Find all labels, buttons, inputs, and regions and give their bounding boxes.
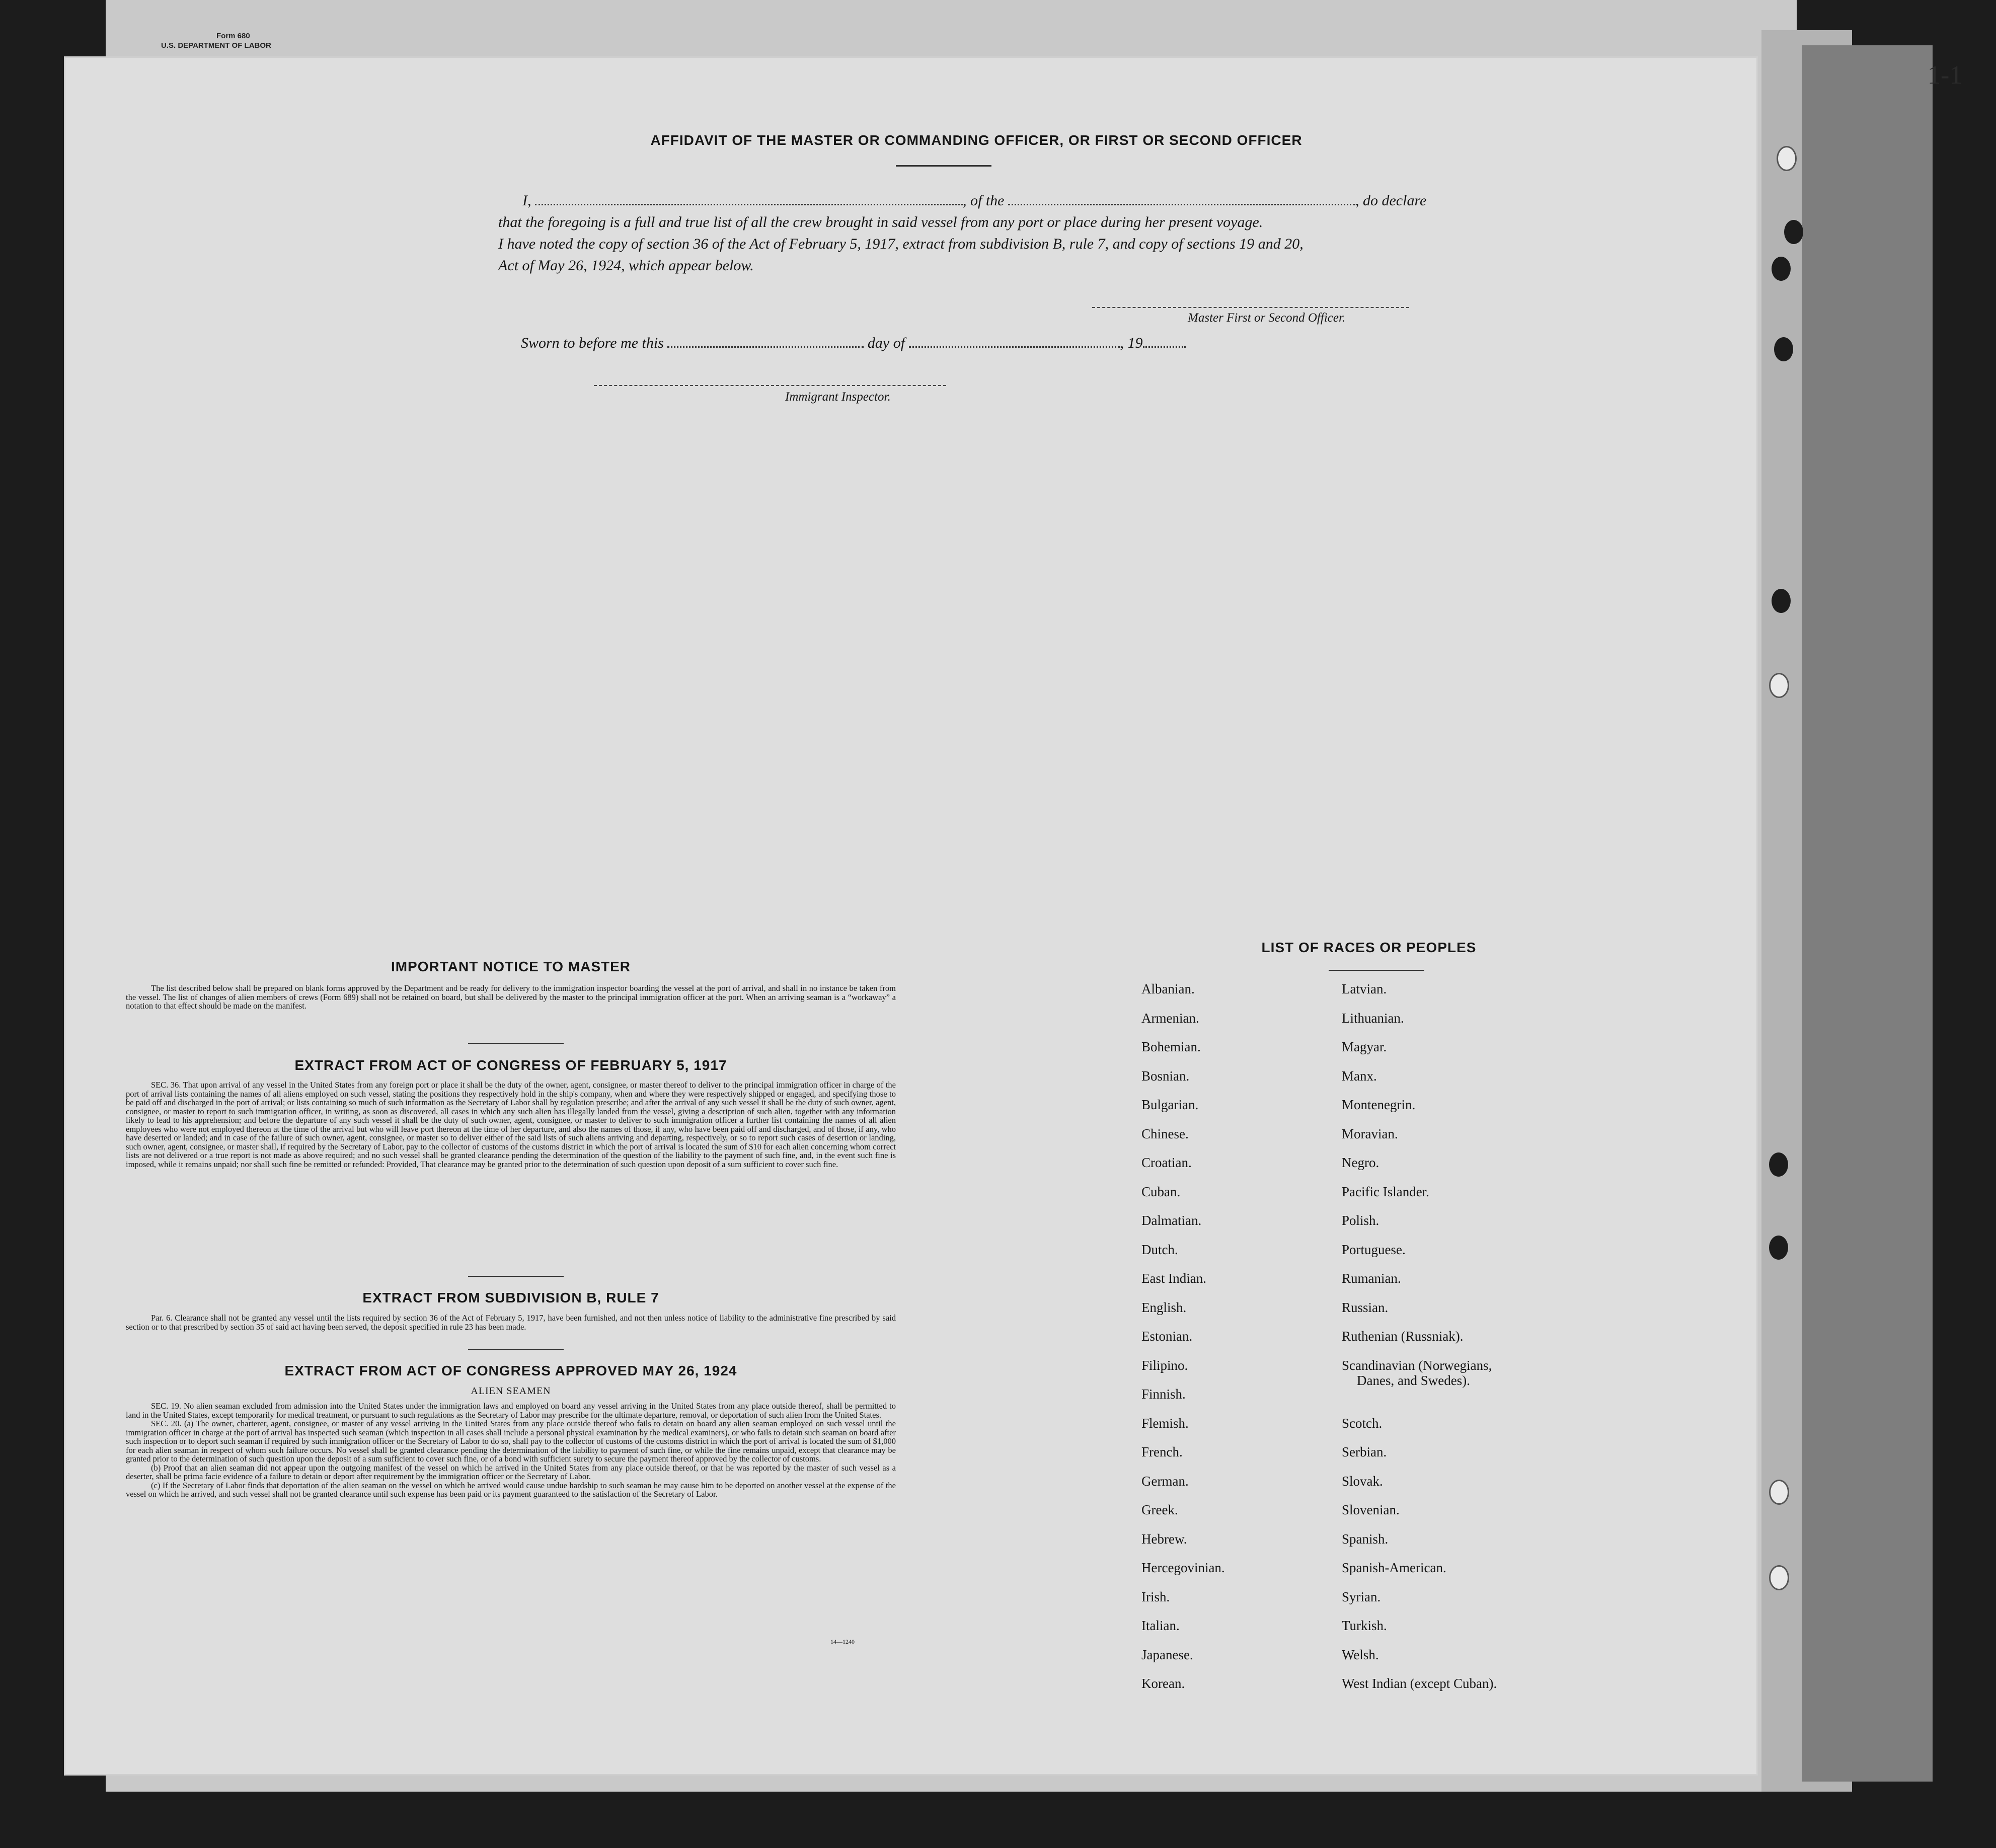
affidavit-line-4: Act of May 26, 1924, which appear below.	[498, 257, 754, 274]
race-item: East Indian.	[1141, 1271, 1206, 1286]
race-item: Hebrew.	[1141, 1531, 1187, 1547]
race-item: Slovenian.	[1342, 1502, 1400, 1517]
month-blank	[909, 346, 1120, 348]
affidavit-title: AFFIDAVIT OF THE MASTER OR COMMANDING OFFICER, OR FIRST OR SECOND OFFICER	[650, 132, 1302, 148]
race-item: Albanian.	[1141, 981, 1195, 996]
punch-hole-icon	[1769, 1236, 1788, 1260]
race-item: Japanese.	[1141, 1647, 1193, 1662]
race-item: Turkish.	[1342, 1618, 1387, 1633]
punch-hole-icon	[1784, 220, 1803, 244]
race-item: West Indian (except Cuban).	[1342, 1676, 1497, 1691]
year-blank	[1143, 346, 1186, 348]
race-item: English.	[1141, 1299, 1187, 1315]
race-item: Dalmatian.	[1141, 1213, 1202, 1228]
race-item: Croatian.	[1141, 1155, 1192, 1170]
rule7-paragraph: Par. 6. Clearance shall not be granted any vessel until the lists required by section 36 of the Act of February 5, 1917, have been furnished, and not then unless notice of liability to the administrative fine prescribed by said section or to that prescribed by section 35 of said act having been served, the deposit specified in rule 23 has been made.	[126, 1313, 896, 1332]
divider	[468, 1043, 564, 1044]
signature-label: Master First or Second Officer.	[1188, 311, 1346, 325]
race-item: Ruthenian (Russniak).	[1342, 1329, 1464, 1344]
affidavit-text: , do declare	[1355, 192, 1427, 209]
page-number: 1-1	[1928, 61, 1963, 90]
race-item-continuation: Danes, and Swedes).	[1357, 1372, 1470, 1388]
race-item: Spanish-American.	[1342, 1560, 1446, 1575]
race-item: French.	[1141, 1444, 1183, 1459]
extract-1917-title: EXTRACT FROM ACT OF CONGRESS OF FEBRUARY 5, 1917	[294, 1057, 727, 1073]
section-20c-paragraph: (c) If the Secretary of Labor finds that deportation of the alien seaman on the vessel on which he arrived would cause undue hardship to such seaman he may cause him to be deported on another vessel at the expense of the vessel on which he arrived, and such vessel shall not be granted clearance until such expense has been paid or its payment guaranteed to the satisfaction of the Secretary of Labor.	[126, 1480, 896, 1499]
races-title: LIST OF RACES OR PEOPLES	[1261, 940, 1477, 955]
department-name: U.S. DEPARTMENT OF LABOR	[161, 41, 271, 50]
race-item: Irish.	[1141, 1589, 1170, 1604]
race-item: Bosnian.	[1141, 1068, 1190, 1084]
vessel-blank	[1008, 204, 1355, 205]
extract-1924-title: EXTRACT FROM ACT OF CONGRESS APPROVED MAY 26, 1924	[284, 1363, 737, 1378]
race-item: Magyar.	[1342, 1039, 1387, 1054]
race-item: Syrian.	[1342, 1589, 1381, 1604]
race-item: Italian.	[1141, 1618, 1180, 1633]
punch-hole-icon	[1772, 257, 1791, 281]
affidavit-text: , of the	[963, 192, 1005, 209]
notice-title: IMPORTANT NOTICE TO MASTER	[391, 959, 631, 974]
day-blank	[667, 346, 864, 348]
section-20a-paragraph: SEC. 20. (a) The owner, charterer, agent, consignee, or master of any vessel arriving in the United States from any place outside thereof who fails to detain on board any alien seaman employed on such vessel until the immigration officer in charge at the port of arrival has inspected such seaman (which inspection in all cases shall include a personal physical examination by the medical examiners), or who fails to detain such seaman on board after such inspection or to deport such seaman if required by such immigration officer or the Secretary of Labor to do so, shall pay to the collector of customs of the customs district in which the port of arrival is located the sum of $1,000 for each alien seaman in respect of whom such failure occurs. No vessel shall be granted clearance pending the determination of the liability to payment of such fine, or while the fine remains unpaid, except that clearance may be granted prior to the determination of such question upon the deposit of a sum sufficient to cover such fine, or of a bond with sufficient surety to secure the payment thereof approved by the collector of customs.	[126, 1419, 896, 1464]
race-item: Finnish.	[1141, 1387, 1186, 1402]
sworn-text: Sworn to before me this	[521, 335, 664, 351]
race-item: Pacific Islander.	[1342, 1184, 1429, 1199]
race-item: Cuban.	[1141, 1184, 1181, 1199]
race-item: Flemish.	[1141, 1415, 1189, 1431]
extract-1917-text	[126, 1081, 896, 1169]
name-blank	[535, 204, 963, 205]
race-item: Rumanian.	[1342, 1271, 1401, 1286]
form-header	[161, 31, 271, 50]
alien-seamen-subtitle: ALIEN SEAMEN	[471, 1385, 551, 1397]
sworn-text: day of	[867, 335, 905, 351]
inspector-signature-line	[594, 385, 946, 386]
extract-1917-paragraph: SEC. 36. That upon arrival of any vessel in the United States from any foreign port or place it shall be the duty of the owner, agent, consignee, or master thereof to deliver to the principal immigration officer in charge of the port of arrival lists containing the names of all aliens employed on such vessel, stating the positions they respectively hold in the ship's company, when and where they were respectively shipped or engaged, and specifying those to be paid off and discharged in the port of arrival; or lists containing so much of such information as the Secretary of Labor shall by regulation prescribe; and after the arrival of any such vessel it shall be the duty of such owner, agent, consignee, or master to report to such immigration officer, in writing, as soon as discovered, all cases in which any such alien has illegally landed from the vessel, giving a description of such alien, together with any information likely to lead to his apprehension; and before the departure of any such vessel it shall be the duty of such owner, agent, consignee, or master to deliver to such immigration officer a further list containing the names of all alien employees who were not employed thereon at the time of the arrival but who will leave port thereon at the time of her departure, and also the names of those, if any, who have been paid off and discharged, and of those, if any, who have deserted or landed; and in case of the failure of such owner, agent, consignee, or master so to deliver either of the said lists of such aliens arriving and departing, respectively, or so to report such cases of desertion or landing, such owner, agent, consignee, or master shall, if required by the Secretary of Labor, pay to the collector of customs of the customs district in which the port of arrival is located the sum of $10 for each alien concerning whom correct lists are not delivered or a true report is not made as above required; and no such vessel shall be granted clearance pending the determination of the question of the liability to the payment of such fine, and, in the event such fine is imposed, while it remains unpaid; nor shall such fine be remitted or refunded: Provided, That clearance may be granted prior to the determination of such question upon deposit of a sum sufficient to cover such fine.	[126, 1080, 896, 1169]
divider	[896, 165, 991, 167]
punch-hole-icon	[1774, 337, 1793, 361]
rule7-title: EXTRACT FROM SUBDIVISION B, RULE 7	[362, 1290, 659, 1305]
punch-hole-icon	[1769, 1480, 1789, 1505]
race-item: Polish.	[1342, 1213, 1379, 1228]
binder-edge	[1802, 45, 1933, 1782]
sworn-text: , 19	[1120, 335, 1143, 351]
race-item: Russian.	[1342, 1299, 1389, 1315]
section-19-paragraph: SEC. 19. No alien seaman excluded from admission into the United States under the immigration laws and employed on board any vessel arriving in the United States from any place outside thereof, shall be permitted to land in the United States, except temporarily for medical treatment, or pursuant to such regulations as the Secretary of Labor may prescribe for the ultimate departure, removal, or deportation of such alien from the United States.	[126, 1401, 896, 1420]
race-item: Bulgarian.	[1141, 1097, 1199, 1112]
race-item: Negro.	[1342, 1155, 1379, 1170]
race-item: Estonian.	[1141, 1329, 1193, 1344]
race-item: Dutch.	[1141, 1242, 1178, 1257]
document-page	[65, 58, 1756, 1774]
punch-hole-icon	[1769, 673, 1789, 698]
punch-hole-icon	[1777, 146, 1797, 171]
race-item: Welsh.	[1342, 1647, 1379, 1662]
sworn-line	[496, 332, 1186, 354]
form-number: Form 680	[216, 32, 250, 40]
race-item: Armenian.	[1141, 1010, 1199, 1026]
signature-line	[1092, 307, 1409, 308]
notice-text	[126, 984, 896, 1011]
rule7-text	[126, 1314, 896, 1331]
punch-hole-icon	[1769, 1565, 1789, 1590]
affidavit-line-2: that the foregoing is a full and true list of all the crew brought in said vessel from any port or place during her present voyage.	[498, 214, 1263, 230]
race-item: Hercegovinian.	[1141, 1560, 1225, 1575]
race-item: Lithuanian.	[1342, 1010, 1404, 1026]
race-item: Filipino.	[1141, 1357, 1188, 1373]
affidavit-line-1	[498, 190, 1426, 211]
divider	[468, 1349, 564, 1350]
affidavit-text: I,	[522, 192, 531, 209]
punch-hole-icon	[1772, 589, 1791, 613]
race-item: Latvian.	[1342, 981, 1387, 996]
race-item: Slovak.	[1342, 1473, 1383, 1489]
race-item: Scandinavian (Norwegians,	[1342, 1357, 1492, 1373]
race-item: Montenegrin.	[1342, 1097, 1416, 1112]
extract-1924-text	[126, 1402, 896, 1499]
section-20b-paragraph: (b) Proof that an alien seaman did not appear upon the outgoing manifest of the vessel on which he arrived in the United States from any place outside thereof, or that he was reported by the master of such vessel as a deserter, shall be prima facie evidence of a failure to detain or deport after requirement by the immigration officer or the Secretary of Labor.	[126, 1462, 896, 1481]
divider	[1329, 970, 1424, 971]
race-item: Spanish.	[1342, 1531, 1389, 1547]
race-item: Scotch.	[1342, 1415, 1383, 1431]
race-item: German.	[1141, 1473, 1189, 1489]
notice-paragraph: The list described below shall be prepared on blank forms approved by the Department and be ready for delivery to the immigration inspector boarding the vessel at the port of arrival, and shall in no instance be taken from the vessel. The list of changes of alien members of crews (Form 689) shall not be retained on board, but shall be delivered by the master to the principal immigration officer at the port. When an arriving seaman is a “workaway” a notation to that effect should be made on the manifest.	[126, 983, 896, 1011]
race-item: Chinese.	[1141, 1126, 1189, 1141]
race-item: Serbian.	[1342, 1444, 1387, 1459]
race-item: Portuguese.	[1342, 1242, 1406, 1257]
affidavit-line-3: I have noted the copy of section 36 of the Act of February 5, 1917, extract from subdivision B, rule 7, and copy of sections 19 and 20,	[498, 236, 1303, 252]
race-item: Bohemian.	[1141, 1039, 1201, 1054]
inspector-label: Immigrant Inspector.	[785, 390, 891, 404]
divider	[468, 1276, 564, 1277]
race-item: Korean.	[1141, 1676, 1185, 1691]
race-item: Manx.	[1342, 1068, 1377, 1084]
print-code: 14—1240	[830, 1638, 855, 1645]
race-item: Moravian.	[1342, 1126, 1398, 1141]
race-item: Greek.	[1141, 1502, 1178, 1517]
punch-hole-icon	[1769, 1152, 1788, 1177]
